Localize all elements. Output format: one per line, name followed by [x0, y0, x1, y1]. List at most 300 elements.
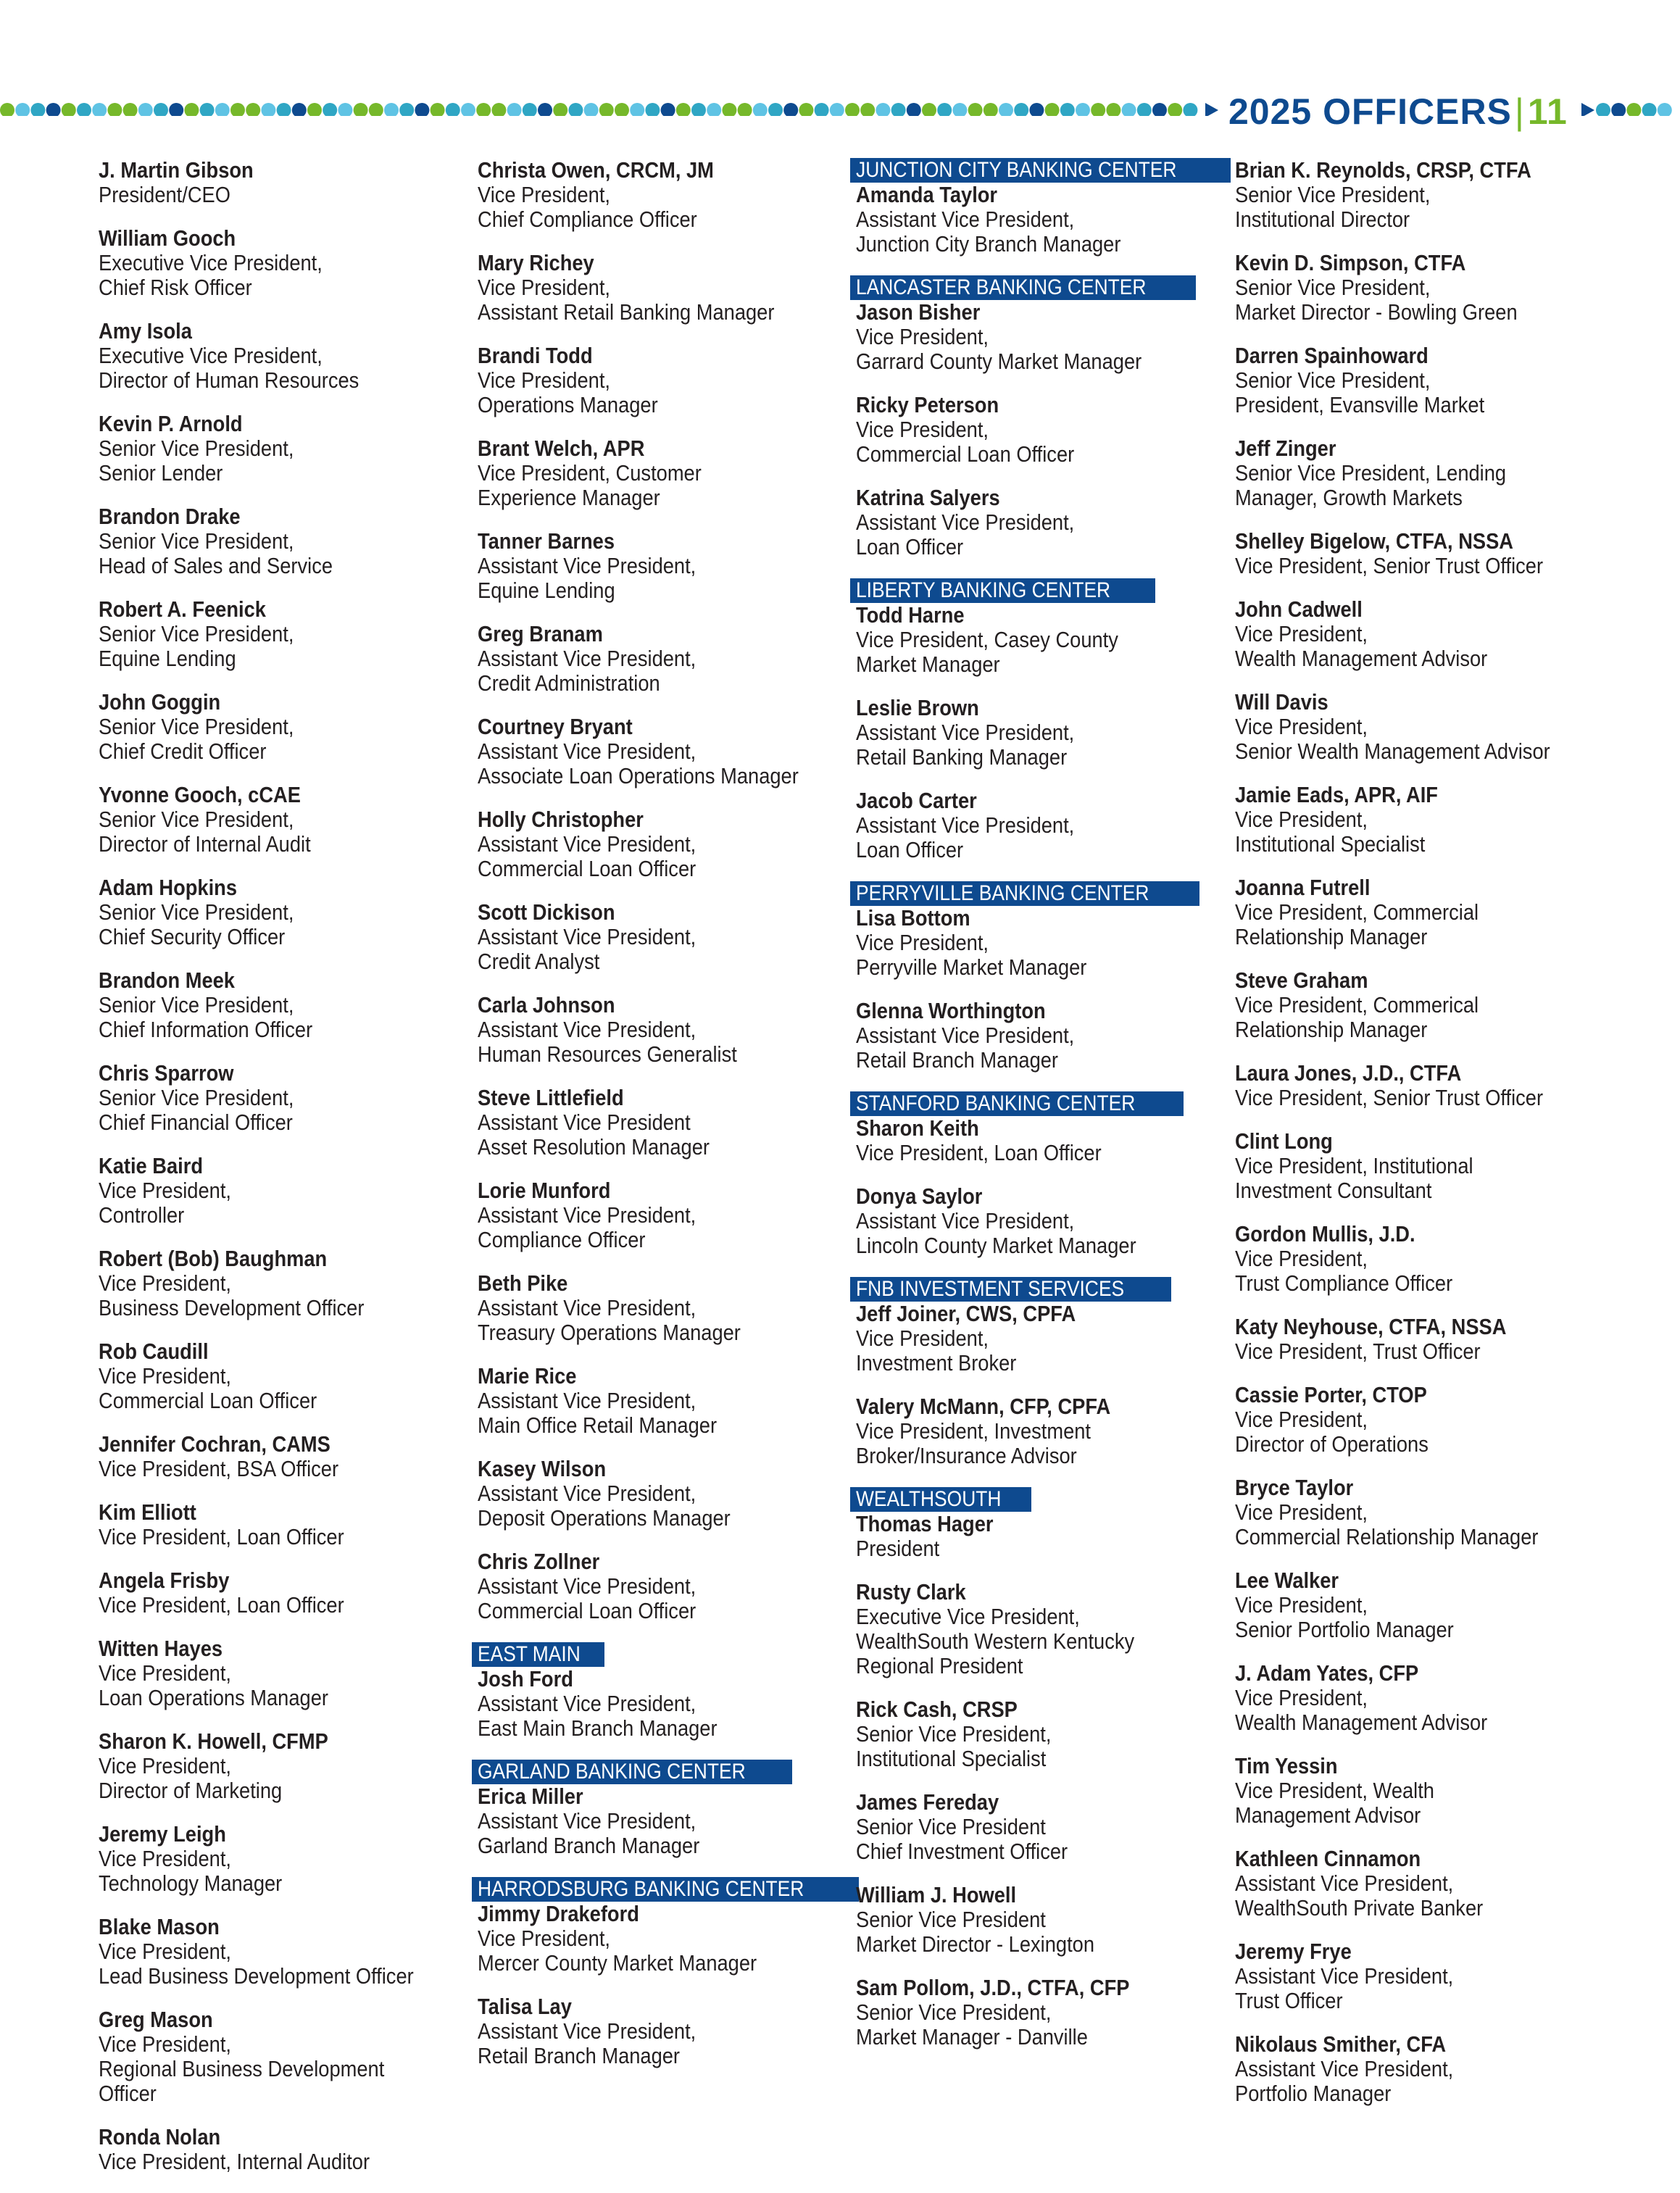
header-dot	[138, 103, 153, 116]
officer-title: Director of Human Resources	[99, 367, 359, 393]
section-heading	[850, 1487, 1031, 1512]
officer-title: Vice President,	[1235, 714, 1368, 739]
officer-name: Gordon Mullis, J.D.	[1235, 1221, 1415, 1247]
section-heading-label: FNB INVESTMENT SERVICES	[856, 1277, 1125, 1301]
officer-entry	[856, 486, 1231, 559]
header-dot	[1060, 103, 1075, 116]
officer-entry	[1235, 251, 1593, 325]
header-dot	[431, 103, 445, 116]
officer-title: Main Office Retail Manager	[478, 1412, 718, 1438]
officer-title: Assistant Vice President	[478, 1110, 691, 1135]
officer-entry	[99, 1915, 457, 1989]
header-dot	[922, 103, 936, 116]
officer-title: Senior Vice President,	[856, 1721, 1052, 1747]
officer-title: Assistant Vice President,	[856, 207, 1075, 232]
header-dot	[15, 103, 30, 116]
officer-title: Vice President,	[99, 1363, 231, 1389]
officer-name: Jacob Carter	[856, 788, 977, 813]
officer-name: Brandon Drake	[99, 504, 241, 529]
header-dot	[307, 103, 322, 116]
officer-name: Scott Dickison	[478, 899, 615, 925]
officer-title: Vice President,	[856, 1326, 989, 1351]
officer-title: Assistant Vice President,	[478, 1573, 696, 1599]
header-dot	[568, 103, 583, 116]
section-heading	[850, 275, 1196, 300]
officer-name: Jeremy Frye	[1235, 1939, 1352, 1964]
officer-title: Chief Investment Officer	[856, 1839, 1068, 1864]
header-dot	[722, 103, 736, 116]
officer-title: Junction City Branch Manager	[856, 231, 1121, 257]
officer-name: Courtney Bryant	[478, 714, 633, 739]
officer-title: Senior Vice President,	[99, 436, 294, 461]
location-section	[856, 1487, 1231, 2050]
officer-entry	[478, 1902, 859, 1976]
header-dot	[876, 103, 890, 116]
officer-title: Senior Vice President,	[1235, 182, 1431, 207]
officer-name: Steve Graham	[1235, 968, 1368, 993]
officer-entry	[1235, 1939, 1593, 2013]
officer-title: Institutional Specialist	[1235, 831, 1426, 857]
officer-title: Broker/Insurance Advisor	[856, 1443, 1077, 1468]
officer-entry	[856, 1883, 1231, 1957]
officer-name: Ricky Peterson	[856, 392, 999, 417]
officer-entry	[1235, 436, 1593, 510]
header-dot	[123, 103, 138, 116]
header-dot	[1045, 103, 1060, 116]
officer-title: Head of Sales and Service	[99, 553, 333, 578]
officer-entry	[478, 529, 859, 603]
header-dot	[323, 103, 337, 116]
officer-name: J. Adam Yates, CFP	[1235, 1660, 1419, 1686]
header-dot	[46, 103, 61, 116]
officer-name: Lisa Bottom	[856, 905, 970, 931]
officer-name: Brant Welch, APR	[478, 436, 645, 461]
section-heading-label: GARLAND BANKING CENTER	[478, 1760, 746, 1784]
officer-title: Equine Lending	[478, 578, 615, 603]
officer-name: William Gooch	[99, 225, 236, 251]
header-dot	[968, 103, 983, 116]
officer-title: Relationship Manager	[1235, 1017, 1428, 1042]
officer-title: Senior Lender	[99, 460, 223, 486]
officer-title: Vice President, Trust Officer	[1235, 1339, 1481, 1364]
officer-title: Lead Business Development Officer	[99, 1963, 414, 1989]
officer-entry	[99, 1247, 457, 1320]
officer-title: Assistant Vice President,	[478, 831, 696, 857]
officer-name: John Goggin	[99, 689, 221, 715]
officer-entry	[856, 1580, 1231, 1678]
header-dot	[1626, 103, 1641, 116]
officer-entry	[1235, 1754, 1593, 1828]
officer-entry	[1235, 875, 1593, 949]
officer-title: Business Development Officer	[99, 1295, 365, 1320]
officer-title: Commercial Loan Officer	[99, 1388, 317, 1413]
officer-entry	[99, 412, 457, 486]
officer-title: WealthSouth Western Kentucky	[856, 1628, 1135, 1654]
section-heading	[472, 1877, 859, 1902]
officer-title: Assistant Vice President,	[478, 646, 696, 671]
officer-title: Wealth Management Advisor	[1235, 646, 1488, 671]
officer-title: Chief Credit Officer	[99, 738, 267, 764]
header-dot	[952, 103, 967, 116]
officer-title: Assistant Vice President,	[478, 1017, 696, 1042]
location-section	[478, 1642, 859, 1741]
officer-title: Vice President, Commerical	[1235, 992, 1479, 1018]
officer-group	[478, 158, 859, 1623]
header-dot	[676, 103, 691, 116]
officer-entry	[478, 715, 859, 788]
officer-name: Brandi Todd	[478, 343, 593, 368]
section-heading	[850, 881, 1199, 906]
header-title: 2025 OFFICERS	[1228, 91, 1512, 132]
officer-entry	[99, 1432, 457, 1481]
officer-title: Assistant Vice President,	[478, 1691, 696, 1716]
officer-name: Carla Johnson	[478, 992, 615, 1018]
officer-name: Lorie Munford	[478, 1178, 611, 1203]
header-dot	[338, 103, 352, 116]
officer-title: Assistant Vice President,	[478, 553, 696, 578]
officer-title: Assistant Vice President,	[856, 812, 1075, 838]
officer-title: Vice President, Wealth	[1235, 1778, 1434, 1803]
officer-title: Director of Internal Audit	[99, 831, 311, 857]
header-dot	[415, 103, 429, 116]
officer-title: Senior Wealth Management Advisor	[1235, 738, 1550, 764]
officer-entry	[99, 690, 457, 764]
officer-name: Valery McMann, CFP, CPFA	[856, 1394, 1111, 1419]
officer-title: Executive Vice President,	[856, 1604, 1080, 1629]
officer-name: Bryce Taylor	[1235, 1475, 1354, 1500]
officer-title: Assistant Vice President,	[478, 2018, 696, 2044]
section-heading-label: EAST MAIN	[478, 1642, 581, 1666]
officer-title: Vice President,	[478, 182, 610, 207]
officer-entry	[99, 1729, 457, 1803]
officer-name: Angela Frisby	[99, 1568, 230, 1593]
officer-name: Christa Owen, CRCM, JM	[478, 157, 714, 183]
officer-entry	[1235, 1383, 1593, 1457]
officer-column-4	[1235, 158, 1593, 2125]
officer-title: Vice President, Customer	[478, 460, 702, 486]
section-heading	[850, 578, 1155, 603]
header-dot	[1183, 103, 1197, 116]
officer-title: Vice President,	[99, 1178, 231, 1203]
header-dot	[62, 103, 76, 116]
location-section	[856, 578, 1231, 862]
officer-title: Assistant Vice President,	[856, 509, 1075, 535]
officer-entry	[856, 1697, 1231, 1771]
officer-entry	[99, 1568, 457, 1618]
officer-name: Jeff Zinger	[1235, 436, 1336, 461]
header-dot	[630, 103, 644, 116]
header-dot	[599, 103, 614, 116]
officer-entry	[99, 1822, 457, 1896]
officer-name: Tanner Barnes	[478, 528, 615, 554]
officer-title: Vice President,	[99, 1846, 231, 1871]
header-dot	[507, 103, 522, 116]
header-dot	[277, 103, 291, 116]
section-heading	[850, 1277, 1171, 1302]
officer-title: Assistant Vice President,	[478, 738, 696, 764]
officer-name: Beth Pike	[478, 1270, 568, 1296]
header-dot	[845, 103, 860, 116]
header-dot	[215, 103, 230, 116]
officer-name: Lee Walker	[1235, 1568, 1339, 1593]
header-dot	[1029, 103, 1044, 116]
officer-title: Assistant Vice President,	[1235, 1963, 1454, 1989]
officer-entry	[478, 807, 859, 881]
officer-name: Ronda Nolan	[99, 2124, 221, 2150]
section-heading-label: LIBERTY BANKING CENTER	[856, 578, 1111, 602]
officer-title: Mercer County Market Manager	[478, 1950, 757, 1976]
location-section	[478, 1760, 859, 1858]
officer-name: Nikolaus Smither, CFA	[1235, 2031, 1447, 2057]
page-header	[1228, 89, 1568, 134]
officer-title: Commercial Loan Officer	[478, 1598, 696, 1623]
header-dot	[799, 103, 813, 116]
officer-title: Lincoln County Market Manager	[856, 1233, 1136, 1258]
officer-title: Wealth Management Advisor	[1235, 1710, 1488, 1735]
officer-title: Vice President,	[99, 1270, 231, 1296]
officer-title: Asset Resolution Manager	[478, 1134, 710, 1160]
officer-name: Kim Elliott	[99, 1499, 196, 1525]
officer-name: Will Davis	[1235, 689, 1328, 715]
officer-title: Officer	[99, 2081, 157, 2106]
header-dot	[476, 103, 491, 116]
header-dot	[553, 103, 567, 116]
officer-name: Rusty Clark	[856, 1579, 966, 1605]
section-heading	[472, 1760, 792, 1784]
header-dot	[77, 103, 91, 116]
officer-title: Associate Loan Operations Manager	[478, 763, 799, 788]
officer-title: Assistant Vice President,	[856, 1023, 1075, 1048]
officer-name: Brandon Meek	[99, 968, 235, 993]
officer-title: Senior Vice President,	[99, 899, 294, 925]
officer-name: William J. Howell	[856, 1882, 1017, 1907]
header-dot	[1106, 103, 1120, 116]
header-dot	[384, 103, 399, 116]
officer-entry	[856, 999, 1231, 1073]
header-dot	[261, 103, 275, 116]
officer-name: Donya Saylor	[856, 1183, 983, 1209]
officer-title: Senior Vice President,	[99, 807, 294, 832]
officer-title: Senior Vice President,	[856, 2000, 1052, 2025]
officer-name: Todd Harne	[856, 602, 965, 628]
header-dot	[615, 103, 629, 116]
officer-title: Vice President, Loan Officer	[99, 1592, 344, 1618]
officer-name: Mary Richey	[478, 250, 594, 275]
header-dot	[1122, 103, 1136, 116]
officer-title: Loan Officer	[856, 534, 964, 559]
header-arrow-right	[1581, 103, 1594, 116]
location-section	[856, 158, 1231, 257]
officer-title: Vice President,	[1235, 1407, 1368, 1432]
header-dot	[1137, 103, 1152, 116]
officer-name: Adam Hopkins	[99, 875, 237, 900]
officer-title: Senior Vice President, Lending	[1235, 460, 1507, 486]
officer-entry	[1235, 1222, 1593, 1296]
officer-title: Vice President, Institutional	[1235, 1153, 1473, 1178]
officer-entry	[99, 1636, 457, 1710]
officer-entry	[99, 319, 457, 393]
officer-entry	[1235, 2032, 1593, 2106]
officer-title: Vice President, Senior Trust Officer	[1235, 553, 1544, 578]
officer-title: Investment Consultant	[1235, 1178, 1432, 1203]
officer-entry	[99, 597, 457, 671]
officer-entry	[99, 158, 457, 207]
header-dot	[891, 103, 906, 116]
officer-name: Yvonne Gooch, cCAE	[99, 782, 301, 807]
officer-title: Vice President,	[478, 367, 610, 393]
officer-name: Witten Hayes	[99, 1636, 223, 1661]
officer-title: Assistant Vice President,	[856, 720, 1075, 745]
officer-entry	[856, 1976, 1231, 2050]
officer-name: Talisa Lay	[478, 1994, 572, 2019]
header-dot	[154, 103, 168, 116]
section-heading	[472, 1642, 604, 1667]
header-dot	[860, 103, 875, 116]
officer-name: Joanna Futrell	[1235, 875, 1371, 900]
officer-title: Commercial Relationship Manager	[1235, 1524, 1539, 1549]
officer-entry	[1235, 158, 1593, 232]
officer-entry	[1235, 1568, 1593, 1642]
officer-name: Kevin P. Arnold	[99, 411, 243, 436]
officer-title: Deposit Operations Manager	[478, 1505, 731, 1531]
officer-entry	[478, 900, 859, 974]
officer-name: Steve Littlefield	[478, 1085, 624, 1110]
officer-title: Assistant Retail Banking Manager	[478, 299, 775, 325]
header-dot	[691, 103, 706, 116]
officer-entry	[856, 788, 1231, 862]
officer-title: Assistant Vice President,	[478, 1295, 696, 1320]
officer-title: Manager, Growth Markets	[1235, 485, 1463, 510]
header-dot	[107, 103, 122, 116]
officer-entry	[1235, 1847, 1593, 1921]
officer-name: Thomas Hager	[856, 1511, 994, 1536]
officer-title: Institutional Specialist	[856, 1746, 1047, 1771]
officer-title: Senior Vice President,	[99, 992, 294, 1018]
officer-entry	[99, 1154, 457, 1228]
officer-title: Chief Security Officer	[99, 924, 286, 949]
officer-title: Market Director - Bowling Green	[1235, 299, 1518, 325]
officer-title: Vice President, Investment	[856, 1418, 1091, 1444]
officer-title: Trust Officer	[1235, 1988, 1343, 2013]
officer-title: Vice President,	[1235, 1499, 1368, 1525]
header-dot	[937, 103, 952, 116]
officer-title: Vice President, Loan Officer	[99, 1524, 344, 1549]
officer-title: Vice President,	[99, 1660, 231, 1686]
location-section	[856, 275, 1231, 559]
header-dot	[645, 103, 660, 116]
officer-title: Assistant Vice President,	[478, 1388, 696, 1413]
officer-name: James Fereday	[856, 1789, 999, 1815]
officer-name: Darren Spainhoward	[1235, 343, 1429, 368]
officer-title: Vice President,	[99, 1939, 231, 1964]
header-dot	[30, 103, 45, 116]
officer-entry	[99, 1339, 457, 1413]
header-dot	[768, 103, 783, 116]
officer-title: Portfolio Manager	[1235, 2081, 1392, 2106]
officer-entry	[1235, 1129, 1593, 1203]
officer-name: Katy Neyhouse, CTFA, NSSA	[1235, 1314, 1507, 1339]
officer-title: Chief Compliance Officer	[478, 207, 697, 232]
header-dot	[354, 103, 368, 116]
officer-name: Jason Bisher	[856, 299, 981, 325]
officer-name: Sam Pollom, J.D., CTFA, CFP	[856, 1975, 1130, 2000]
header-dot	[523, 103, 537, 116]
officer-title: Regional Business Development	[99, 2056, 385, 2081]
header-dot	[0, 103, 14, 116]
header-dot	[1014, 103, 1028, 116]
officer-entry	[856, 1184, 1231, 1258]
header-dot	[446, 103, 460, 116]
officer-title: Executive Vice President,	[99, 343, 323, 368]
officer-entry	[1235, 1061, 1593, 1110]
section-heading-label: PERRYVILLE BANKING CENTER	[856, 881, 1149, 905]
officer-title: Loan Operations Manager	[99, 1685, 328, 1710]
officer-title: Assistant Vice President,	[478, 1481, 696, 1506]
header-dot	[246, 103, 260, 116]
officer-title: Retail Branch Manager	[478, 2043, 681, 2068]
officer-name: Robert (Bob) Baughman	[99, 1246, 328, 1271]
header-dot	[830, 103, 844, 116]
officer-group	[99, 158, 457, 2174]
header-dot	[753, 103, 768, 116]
officer-title: Vice President,	[856, 324, 989, 349]
officer-entry	[1235, 690, 1593, 764]
header-dot	[999, 103, 1013, 116]
section-heading	[850, 1091, 1184, 1116]
officer-title: Vice President,	[856, 417, 989, 442]
officer-title: Market Director - Lexington	[856, 1931, 1095, 1957]
officer-entry	[99, 875, 457, 949]
header-dot	[184, 103, 199, 116]
header-separator: |	[1514, 91, 1525, 132]
officer-title: Senior Vice President,	[99, 621, 294, 646]
officer-name: Kasey Wilson	[478, 1456, 607, 1481]
officer-title: Investment Broker	[856, 1350, 1017, 1376]
section-heading-label: JUNCTION CITY BANKING CENTER	[856, 158, 1177, 182]
header-dot	[738, 103, 752, 116]
officer-name: Rob Caudill	[99, 1339, 209, 1364]
officer-name: Robert A. Feenick	[99, 596, 266, 622]
officer-name: Cassie Porter, CTOP	[1235, 1382, 1427, 1407]
header-dot	[230, 103, 245, 116]
officer-entry	[856, 1790, 1231, 1864]
header-dot	[1168, 103, 1182, 116]
officer-entry	[856, 183, 1231, 257]
officer-title: Commercial Loan Officer	[478, 856, 696, 881]
officer-title: Management Advisor	[1235, 1802, 1421, 1828]
header-dot	[584, 103, 599, 116]
location-section	[478, 1877, 859, 2068]
officer-title: Regional President	[856, 1653, 1023, 1678]
officer-name: Sharon K. Howell, CFMP	[99, 1728, 328, 1754]
officer-entry	[856, 1512, 1231, 1561]
officer-group	[1235, 158, 1593, 2106]
officer-title: Senior Vice President,	[1235, 275, 1431, 300]
officer-name: Jimmy Drakeford	[478, 1901, 639, 1926]
officer-title: Vice President,	[1235, 621, 1368, 646]
officer-title: Chief Financial Officer	[99, 1110, 293, 1135]
officer-title: Assistant Vice President,	[1235, 1870, 1454, 1896]
officer-title: Vice President,	[478, 275, 610, 300]
officer-title: Credit Administration	[478, 670, 660, 696]
header-dot	[984, 103, 998, 116]
officer-entry	[99, 1061, 457, 1135]
officer-entry	[1235, 344, 1593, 417]
officer-title: Loan Officer	[856, 837, 964, 862]
officer-title: Vice President, Casey County	[856, 627, 1118, 652]
officer-entry	[856, 696, 1231, 770]
officer-entry	[478, 1364, 859, 1438]
